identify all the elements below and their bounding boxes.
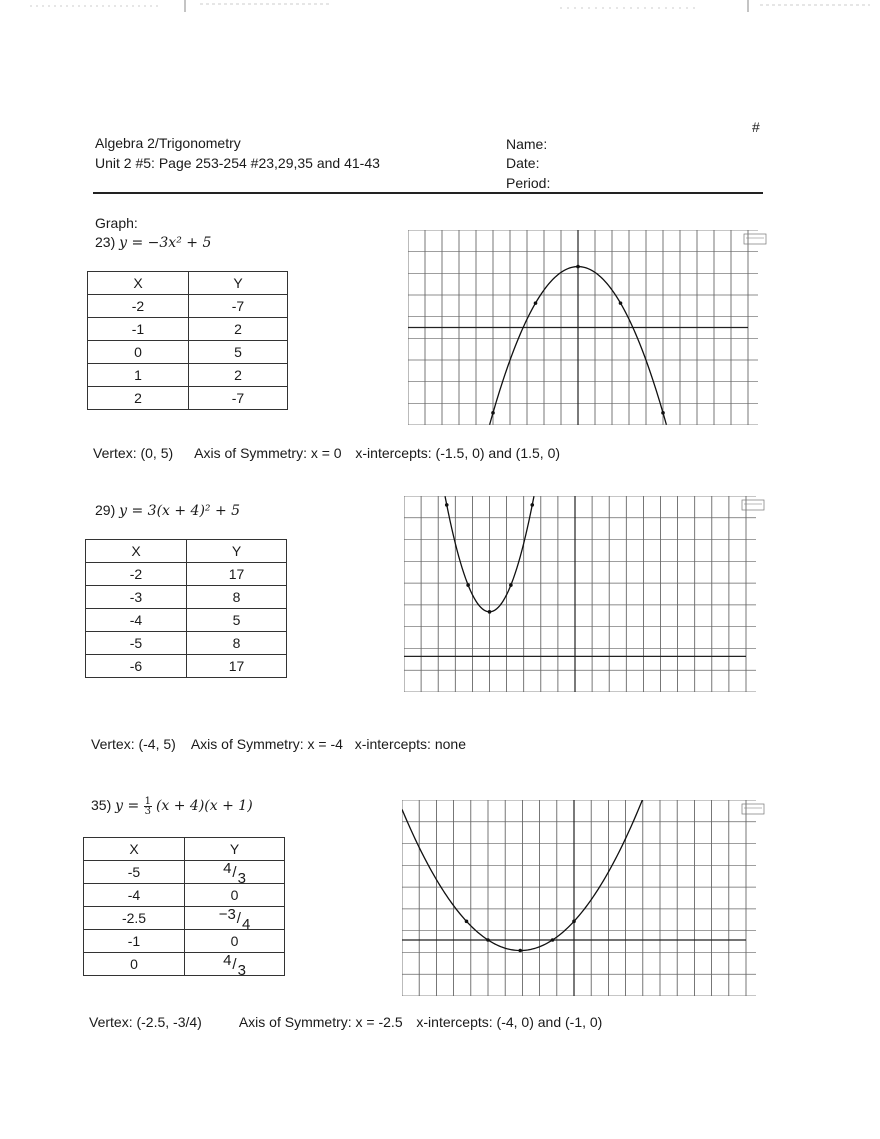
fraction-numerator: 4 xyxy=(223,951,232,969)
window-settings-icon xyxy=(742,500,764,510)
period-label: Period: xyxy=(506,175,551,191)
cell-y: 0 xyxy=(185,930,285,953)
cell-y: 8 xyxy=(187,632,287,655)
cell-y: 2 xyxy=(189,364,288,387)
cell-x: 1 xyxy=(88,364,189,387)
table-header-x: X xyxy=(86,540,187,563)
cell-y: 5 xyxy=(189,341,288,364)
graph-35 xyxy=(402,800,766,996)
fraction-denominator: 3 xyxy=(237,961,246,979)
table-row xyxy=(84,884,285,907)
table-row xyxy=(84,861,285,884)
cell-x: -1 xyxy=(84,930,185,953)
cell-x: -2 xyxy=(88,295,189,318)
fraction-denominator: 3 xyxy=(144,805,152,817)
fraction-value: −3/4 xyxy=(218,905,251,933)
cell-y: 0 xyxy=(185,884,285,907)
cell-x: 0 xyxy=(84,953,185,976)
plotted-point xyxy=(486,938,490,942)
problem-number: 29) xyxy=(95,502,116,518)
plotted-point xyxy=(518,949,522,953)
plotted-point xyxy=(445,503,449,507)
table-row xyxy=(84,907,285,930)
fraction-value: 4/3 xyxy=(223,951,246,979)
problem-23-heading xyxy=(95,232,211,253)
table-row xyxy=(84,930,285,953)
problem-equation: y = 3(x + 4)² + 5 xyxy=(119,503,241,519)
table-header-y: Y xyxy=(185,838,285,861)
plotted-point xyxy=(572,920,576,924)
cell-x: -3 xyxy=(86,586,187,609)
cell-y xyxy=(185,859,285,887)
plotted-point xyxy=(466,583,470,587)
table-row xyxy=(88,364,288,387)
summary-35 xyxy=(89,1012,602,1032)
table-row xyxy=(88,387,288,410)
table-row xyxy=(86,632,287,655)
cell-y xyxy=(185,905,285,933)
table-row xyxy=(88,318,288,341)
cell-x: -4 xyxy=(84,884,185,907)
plotted-point xyxy=(491,411,495,415)
table-header-y: Y xyxy=(187,540,287,563)
problem-equation-rest: (x + 4)(x + 1) xyxy=(155,798,253,814)
table-row xyxy=(86,586,287,609)
plotted-point xyxy=(509,583,513,587)
date-label: Date: xyxy=(506,155,540,171)
problem-number: 23) xyxy=(95,234,116,250)
cell-y: 8 xyxy=(187,586,287,609)
cell-x: -4 xyxy=(86,609,187,632)
fraction-numerator: −3 xyxy=(218,905,236,923)
fraction-denominator: 3 xyxy=(237,869,246,887)
vertex-text: Vertex: (-2.5, -3/4) xyxy=(89,1014,202,1030)
problem-equation-prefix: y = xyxy=(115,798,144,814)
plotted-point xyxy=(661,411,665,415)
table-row xyxy=(86,609,287,632)
course-title: Algebra 2/Trigonometry xyxy=(95,135,241,151)
axis-text: Axis of Symmetry: x = -2.5 xyxy=(238,1014,403,1030)
value-table-35 xyxy=(83,837,285,979)
fraction-numerator: 1 xyxy=(144,795,152,807)
graph-instruction: Graph: xyxy=(95,215,138,231)
intercepts-text: x-intercepts: (-1.5, 0) and (1.5, 0) xyxy=(355,445,561,461)
value-table-29 xyxy=(85,539,287,678)
cell-y: 17 xyxy=(187,655,287,678)
vertex-text: Vertex: (-4, 5) xyxy=(91,736,176,752)
problem-35-heading xyxy=(91,795,253,816)
name-label: Name: xyxy=(506,136,548,152)
plotted-point xyxy=(551,938,555,942)
graph-23 xyxy=(408,230,768,425)
problem-number: 35) xyxy=(91,797,112,813)
value-table-23 xyxy=(87,271,288,410)
window-settings-icon xyxy=(744,234,766,244)
problem-29-heading xyxy=(95,500,240,521)
axis-text: Axis of Symmetry: x = 0 xyxy=(194,445,342,461)
cell-y: -7 xyxy=(189,295,288,318)
fraction-denominator: 4 xyxy=(241,915,251,933)
cell-x: -2.5 xyxy=(84,907,185,930)
table-row xyxy=(88,341,288,364)
cell-x: -5 xyxy=(84,861,185,884)
table-row xyxy=(86,655,287,678)
cell-y: -7 xyxy=(189,387,288,410)
cell-x: -2 xyxy=(86,563,187,586)
plotted-point xyxy=(619,301,623,305)
page-number-mark: # xyxy=(752,119,760,135)
axis-text: Axis of Symmetry: x = -4 xyxy=(190,736,343,752)
cell-x: -6 xyxy=(86,655,187,678)
intercepts-text: x-intercepts: (-4, 0) and (-1, 0) xyxy=(416,1014,603,1030)
problem-equation: y = −3x² + 5 xyxy=(119,235,212,251)
summary-23 xyxy=(93,443,560,463)
vertex-text: Vertex: (0, 5) xyxy=(93,445,174,461)
cell-y: 2 xyxy=(189,318,288,341)
cell-x: 0 xyxy=(88,341,189,364)
table-header-y: Y xyxy=(189,272,288,295)
summary-29 xyxy=(91,734,466,754)
equation-fraction xyxy=(144,797,152,816)
table-header-x: X xyxy=(88,272,189,295)
table-row xyxy=(86,563,287,586)
cell-y: 17 xyxy=(187,563,287,586)
fraction-value: 4/3 xyxy=(223,859,246,887)
plotted-point xyxy=(488,610,492,614)
intercepts-text: x-intercepts: none xyxy=(354,736,466,752)
table-row xyxy=(84,953,285,976)
plotted-point xyxy=(465,920,469,924)
header-divider xyxy=(93,192,763,194)
cell-x: -5 xyxy=(86,632,187,655)
cell-x: 2 xyxy=(88,387,189,410)
cell-y xyxy=(185,951,285,979)
scan-artifact-top xyxy=(0,0,880,14)
plotted-point xyxy=(534,301,538,305)
table-header-x: X xyxy=(84,838,185,861)
assignment-title: Unit 2 #5: Page 253-254 #23,29,35 and 41-43 xyxy=(95,155,380,171)
cell-y: 5 xyxy=(187,609,287,632)
table-row xyxy=(88,295,288,318)
plotted-point xyxy=(576,265,580,269)
plotted-point xyxy=(530,503,534,507)
fraction-numerator: 4 xyxy=(223,859,232,877)
graph-29 xyxy=(404,496,766,692)
window-settings-icon xyxy=(742,804,764,814)
cell-x: -1 xyxy=(88,318,189,341)
